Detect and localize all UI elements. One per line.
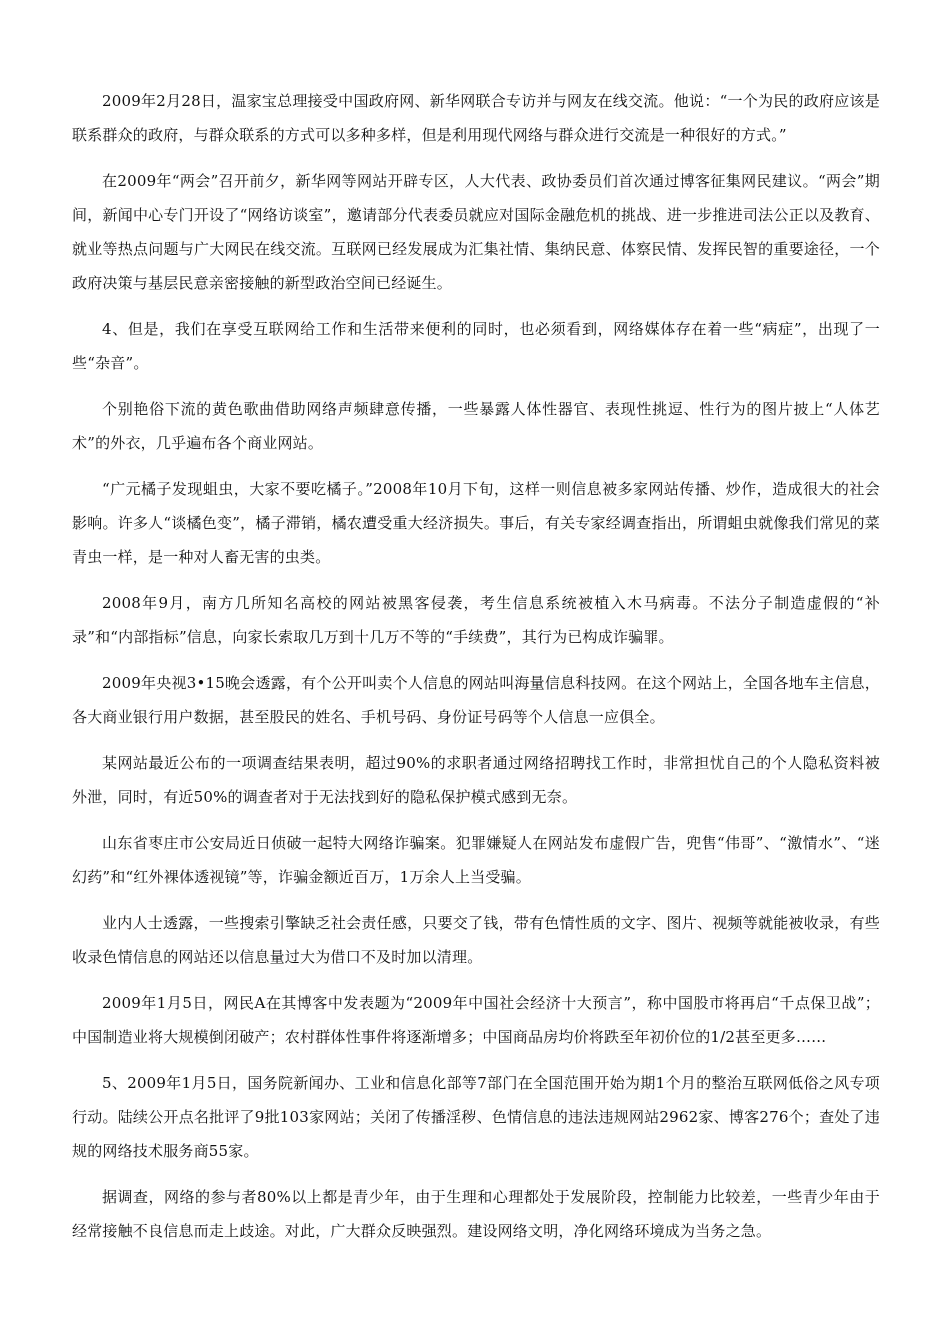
document-page: [72, 84, 880, 1260]
paragraph-privacy-survey: 某网站最近公布的一项调查结果表明，超过90%的求职者通过网络招聘找工作时，非常担忧自己的个人隐私资料被外泄，同时，有近50%的调查者对于无法找到好的隐私保护模式感到无奈。: [72, 754, 880, 806]
paragraph-section-4: 4、但是，我们在享受互联网给工作和生活带来便利的同时，也必须看到，网络媒体存在着一些“病症”，出现了一些“杂音”。: [72, 320, 880, 372]
paragraph-orange-rumor: “广元橘子发现蛆虫，大家不要吃橘子。”2008年10月下旬，这样一则信息被多家网站传播、炒作，造成很大的社会影响。许多人“谈橘色变”，橘子滞销，橘农遭受重大经济损失。事后，有关专家经调查指出，所谓蛆虫就像我们常见的菜青虫一样，是一种对人畜无害的虫类。: [72, 480, 880, 566]
paragraph-vulgar-songs: 个别艳俗下流的黄色歌曲借助网络声频肆意传播，一些暴露人体性器官、表现性挑逗、性行为的图片披上“人体艺术”的外衣，几乎遍布各个商业网站。: [72, 400, 880, 452]
paragraph-zaozhuang-case: 山东省枣庄市公安局近日侦破一起特大网络诈骗案。犯罪嫌疑人在网站发布虚假广告，兜售“伟哥”、“激情水”、“迷幻药”和“红外裸体透视镜”等，诈骗金额近百万，1万余人上当受骗。: [72, 834, 880, 886]
paragraph-blog-predictions: 2009年1月5日，网民A在其博客中发表题为“2009年中国社会经济十大预言”，称中国股市将再启“千点保卫战”；中国制造业将大规模倒闭破产；农村群体性事件将逐渐增多；中国商品房均价将跌至年初价位的1/2甚至更多……: [72, 994, 880, 1046]
paragraph-search-engines: 业内人士透露，一些搜索引擎缺乏社会责任感，只要交了钱，带有色情性质的文字、图片、视频等就能被收录，有些收录色情信息的网站还以信息量过大为借口不及时加以清理。: [72, 914, 880, 966]
paragraph-section-5: 5、2009年1月5日，国务院新闻办、工业和信息化部等7部门在全国范围开始为期1个月的整治互联网低俗之风专项行动。陆续公开点名批评了9批103家网站；关闭了传播淫秽、色情信息的违法违规网站2962家、博客276个；查处了违规的网络技术服务商55家。: [72, 1074, 880, 1160]
paragraph-two-sessions: 在2009年“两会”召开前夕，新华网等网站开辟专区，人大代表、政协委员们首次通过博客征集网民建议。“两会”期间，新闻中心专门开设了“网络访谈室”，邀请部分代表委员就应对国际金融危机的挑战、进一步推进司法公正以及教育、就业等热点问题与广大网民在线交流。互联网已经发展成为汇集社情、集纳民意、体察民情、发挥民智的重要途径，一个政府决策与基层民意亲密接触的新型政治空间已经诞生。: [72, 172, 880, 292]
paragraph-youth-survey: 据调查，网络的参与者80%以上都是青少年，由于生理和心理都处于发展阶段，控制能力比较差，一些青少年由于经常接触不良信息而走上歧途。对此，广大群众反映强烈。建设网络文明，净化网络环境成为当务之急。: [72, 1188, 880, 1240]
paragraph-hacker-fraud: 2008年9月，南方几所知名高校的网站被黑客侵袭，考生信息系统被植入木马病毒。不法分子制造虚假的“补录”和“内部指标”信息，向家长索取几万到十几万不等的“手续费”，其行为已构成诈骗罪。: [72, 594, 880, 646]
paragraph-315-gala: 2009年央视3•15晚会透露，有个公开叫卖个人信息的网站叫海量信息科技网。在这个网站上，全国各地车主信息，各大商业银行用户数据，甚至股民的姓名、手机号码、身份证号码等个人信息一应俱全。: [72, 674, 880, 726]
paragraph-interview: 2009年2月28日，温家宝总理接受中国政府网、新华网联合专访并与网友在线交流。他说：“一个为民的政府应该是联系群众的政府，与群众联系的方式可以多种多样，但是利用现代网络与群众进行交流是一种很好的方式。”: [72, 92, 880, 144]
